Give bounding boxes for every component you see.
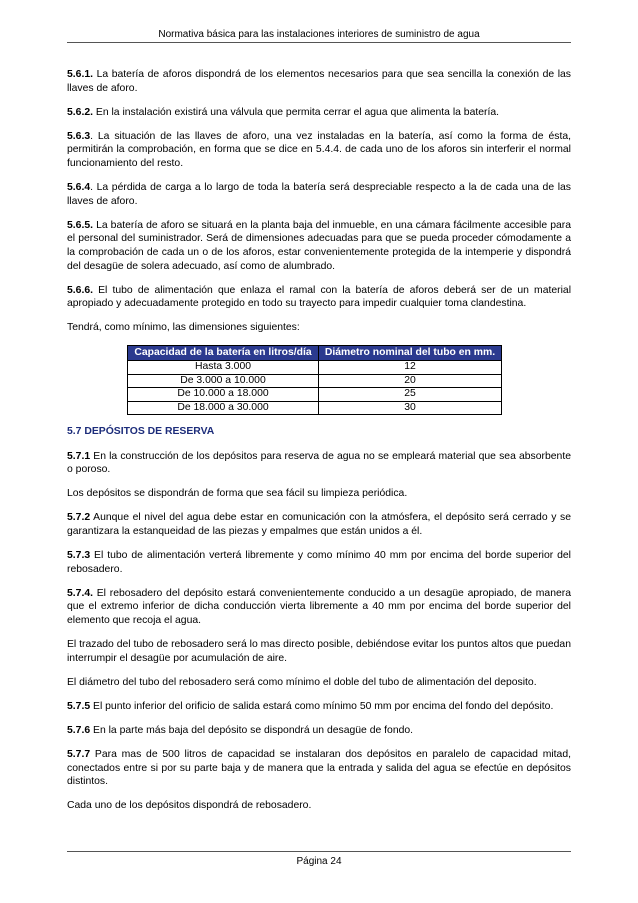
table-cell-capacity: De 10.000 a 18.000 [128,388,319,402]
paragraph-5-7-7-overflow: Cada uno de los depósitos dispondrá de rebosadero. [67,800,312,812]
section-number: 5.6.1. [67,69,93,80]
dimensions-table [127,345,502,415]
page-number: Página 24 [296,856,342,867]
table-row [128,374,502,388]
table-header-capacity: Capacidad de la batería en litros/día [128,346,319,361]
table-cell-diameter: 12 [319,361,502,375]
table-row [128,401,502,415]
paragraph-5-6-6 [67,284,571,311]
table-cell-capacity: De 3.000 a 10.000 [128,374,319,388]
section-number: 5.6.5. [67,219,93,231]
section-number: 5.7.4. [67,587,93,599]
paragraph-text: En la construcción de los depósitos para reserva de agua no se empleará material que sea absorbente o poroso. [67,450,571,476]
paragraph-text: . La situación de las llaves de aforo, una vez instaladas en la batería, así como la forma de ésta, permitirán la comprobación, en forma que se dice en 5.4.4. de cada uno de los aforos sin interferir el normal funcionamiento del resto. [67,130,571,169]
paragraph-text: El tubo de alimentación que enlaza el ramal con la batería de aforos deberá ser de un material apropiado y adecuadamente protegido en todo su trayecto para impedir cualquier toma clandestina. [67,284,571,310]
paragraph-text: El rebosadero del depósito estará convenientemente conducido a un desagüe apropiado, de manera que el extremo inferior de dicha conducción vierta libremente a 40 mm por encima del borde superior del elemento que recoja el agua. [67,587,571,626]
paragraph-5-6-5 [67,219,571,273]
paragraph-5-7-1 [67,450,571,477]
paragraph-text: Para mas de 500 litros de capacidad se instalaran dos depósitos en paralelo de capacidad mitad, conectados entre si por su parte baja y de manera que la entrada y salida del agua se efectúe en depósitos distintos. [67,748,571,788]
header-rule [67,42,571,43]
footer-rule [67,851,571,852]
table-header-diameter: Diámetro nominal del tubo en mm. [319,346,502,361]
section-number: 5.7.3 [67,549,91,561]
paragraph-dimensions-intro: Tendrá, como mínimo, las dimensiones siguientes: [67,322,300,334]
paragraph-text: El tubo de alimentación verterá libremente y como mínimo 40 mm por encima del borde superior del rebosadero. [67,549,571,575]
paragraph-5-6-4 [67,181,571,208]
table-header-row [128,346,502,361]
section-number: 5.7.6 [67,724,91,736]
section-number: 5.7.2 [67,512,91,524]
paragraph-5-7-6 [67,724,571,738]
paragraph-5-7-2 [67,511,571,538]
page-header: Normativa básica para las instalaciones interiores de suministro de agua [158,29,480,40]
paragraph-text: El punto inferior del orificio de salida estará como mínimo 50 mm por encima del fondo del depósito. [90,700,554,712]
paragraph-text: En la parte más baja del depósito se dispondrá un desagüe de fondo. [90,724,414,736]
paragraph-5-7-4-route: El trazado del tubo de rebosadero será lo mas directo posible, debiéndose evitar los puntos altos que puedan interrumpir el desagüe por acumulación de aire. [67,638,571,664]
section-number: 5.6.2. [67,106,93,118]
table-cell-capacity: De 18.000 a 30.000 [128,401,319,415]
table-cell-diameter: 30 [319,401,502,415]
paragraph-5-6-3 [67,130,571,171]
paragraph-text: Aunque el nivel del agua debe estar en comunicación con la atmósfera, el depósito será cerrado y se garantizara la estanqueidad de las piezas y empalmes que están unidos a él. [67,512,571,537]
section-number: 5.7.5 [67,700,91,712]
table-row [128,388,502,402]
paragraph-5-7-4-diameter: El diámetro del tubo del rebosadero será como mínimo el doble del tubo de alimentación del deposito. [67,676,537,688]
table-cell-capacity: Hasta 3.000 [128,361,319,375]
paragraph-5-7-7 [67,748,571,789]
table-cell-diameter: 20 [319,374,502,388]
section-number: 5.6.4 [67,182,91,194]
paragraph-5-6-1 [67,68,571,95]
section-number: 5.6.3 [67,130,91,142]
paragraph-5-7-1-cleaning: Los depósitos se dispondrán de forma que sea fácil su limpieza periódica. [67,488,408,500]
paragraph-text: La batería de aforo se situará en la planta baja del inmueble, en una cámara fácilmente accesible para el personal del suministrador. Será de dimensiones adecuadas para que se pueda proceder cómodamente a la comprobación de cada un o de los aforos, estar convenientemente protegida de la intemperie y dispondrá del desagüe de solera adecuado, así como de alumbrado. [67,219,571,272]
section-number: 5.7.1 [67,450,91,462]
paragraph-5-7-4 [67,587,571,628]
section-number: 5.6.6. [67,284,93,296]
paragraph-5-6-2 [67,106,571,120]
section-title-5-7: 5.7 DEPÓSITOS DE RESERVA [67,426,215,438]
paragraph-text: . La pérdida de carga a lo largo de toda la batería será despreciable respecto a la de cada una de las llaves de aforo. [67,182,571,207]
section-number: 5.7.7 [67,748,91,760]
paragraph-text: En la instalación existirá una válvula que permita cerrar el agua que alimenta la batería. [93,106,500,118]
paragraph-5-7-3 [67,549,571,576]
paragraph-5-7-5 [67,700,571,714]
table-row [128,361,502,375]
paragraph-text: La batería de aforos dispondrá de los elementos necesarios para que sea sencilla la conexión de las llaves de aforo. [67,69,571,94]
table-cell-diameter: 25 [319,388,502,402]
document-body [67,68,571,823]
